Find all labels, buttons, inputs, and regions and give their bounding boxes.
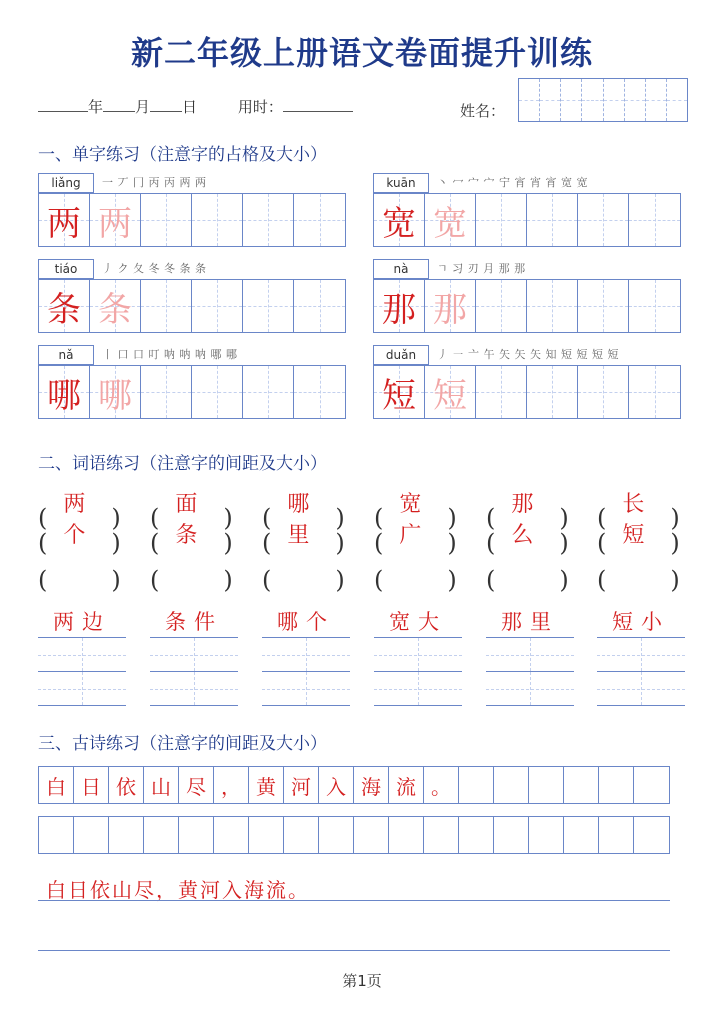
trace-char: 短 <box>433 375 467 416</box>
month-label: 月 <box>135 98 151 116</box>
poem-char: 尽 <box>179 767 214 803</box>
grid-word: 那里 <box>486 607 574 638</box>
paren-word-text: 宽广 <box>399 492 432 548</box>
stroke-order: 丶 冖 宀 宀 宁 宵 宵 宵 宽 宽 <box>437 176 588 189</box>
poem-char: 山 <box>144 767 179 803</box>
paren-word: ( 那么 ) <box>486 487 569 549</box>
paren-blank[interactable]: ( ) <box>38 529 121 557</box>
grid-word-blank[interactable] <box>374 672 462 706</box>
poem-line: 白日依山尽，黄河入海流。 <box>46 878 310 902</box>
paren-word: ( 宽广 ) <box>374 487 457 549</box>
poem-blank-cell[interactable] <box>144 817 179 853</box>
date-time-line <box>38 96 353 117</box>
poem-blank-cell[interactable] <box>634 817 669 853</box>
paren-word: ( 面条 ) <box>150 487 233 549</box>
grid-word-blank[interactable] <box>150 638 238 672</box>
paren-word: ( 长短 ) <box>597 487 680 549</box>
grid-word-group <box>38 607 126 706</box>
poem-char: 白 <box>39 767 74 803</box>
grid-word: 宽大 <box>374 607 462 638</box>
poem-blank-cell[interactable] <box>319 817 354 853</box>
stroke-order: ㄱ 习 刃 月 那 那 <box>437 262 526 275</box>
char-grid-row[interactable] <box>38 365 346 419</box>
paren-blank[interactable]: ( ) <box>486 566 569 594</box>
grid-word-blank[interactable] <box>374 638 462 672</box>
poem-char: 入 <box>319 767 354 803</box>
poem-grid-blank[interactable] <box>38 816 670 854</box>
paren-blank[interactable]: ( ) <box>262 529 345 557</box>
poem-char: 。 <box>424 767 459 803</box>
char-grid-row[interactable] <box>38 193 346 247</box>
stroke-order: 丿 ㇐ 亠 午 矢 矢 矢 知 短 短 短 短 <box>437 348 619 361</box>
poem-cell <box>564 767 599 803</box>
page-number: 第1页 <box>342 972 382 990</box>
poem-blank-cell[interactable] <box>214 817 249 853</box>
model-char: 短 <box>382 375 416 416</box>
poem-char: 海 <box>354 767 389 803</box>
grid-word-group <box>486 607 574 706</box>
grid-word-blank[interactable] <box>262 672 350 706</box>
month-blank[interactable] <box>103 111 135 112</box>
paren-word: ( 哪里 ) <box>262 487 345 549</box>
footer-divider <box>38 950 670 951</box>
stroke-order: 一 丆 冂 丙 丙 两 两 <box>102 176 207 189</box>
char-item <box>373 259 681 333</box>
poem-blank-cell[interactable] <box>529 817 564 853</box>
paren-word-text: 哪里 <box>287 492 320 548</box>
poem-blank-cell[interactable] <box>354 817 389 853</box>
section1-heading: 一、单字练习（注意字的占格及大小） <box>38 145 327 165</box>
poem-blank-cell[interactable] <box>389 817 424 853</box>
page-title: 新二年级上册语文卷面提升训练 <box>130 34 593 72</box>
pinyin-box: nà <box>373 259 429 279</box>
paren-blank[interactable]: ( ) <box>150 566 233 594</box>
grid-word-blank[interactable] <box>486 672 574 706</box>
time-label: 用时： <box>237 98 283 116</box>
paren-word-text: 那么 <box>511 492 544 548</box>
grid-word-group <box>597 607 685 706</box>
grid-word-blank[interactable] <box>597 672 685 706</box>
poem-char: 黄 <box>249 767 284 803</box>
poem-blank-cell[interactable] <box>424 817 459 853</box>
section2-heading: 二、词语练习（注意字的间距及大小） <box>38 454 327 474</box>
pinyin-box: duǎn <box>373 345 429 365</box>
poem-cell <box>494 767 529 803</box>
name-grid[interactable] <box>518 78 688 122</box>
model-char: 两 <box>47 203 81 244</box>
paren-blank[interactable]: ( ) <box>486 529 569 557</box>
paren-word-text: 长短 <box>622 492 655 548</box>
poem-blank-cell[interactable] <box>74 817 109 853</box>
paren-word-text: 面条 <box>175 492 208 548</box>
paren-word: ( 两个 ) <box>38 487 121 549</box>
grid-word-blank[interactable] <box>150 672 238 706</box>
paren-blank[interactable]: ( ) <box>597 529 680 557</box>
pinyin-box: nǎ <box>38 345 94 365</box>
paren-blank[interactable]: ( ) <box>597 566 680 594</box>
poem-blank-cell[interactable] <box>599 817 634 853</box>
paren-blank[interactable]: ( ) <box>374 529 457 557</box>
model-char: 那 <box>382 289 416 330</box>
grid-word: 两边 <box>38 607 126 638</box>
grid-word: 短小 <box>597 607 685 638</box>
day-blank[interactable] <box>150 111 182 112</box>
day-label: 日 <box>182 98 198 116</box>
char-item <box>373 345 681 419</box>
grid-word: 条件 <box>150 607 238 638</box>
trace-char: 那 <box>433 289 467 330</box>
paren-blank[interactable]: ( ) <box>150 529 233 557</box>
grid-word-blank[interactable] <box>597 638 685 672</box>
time-blank[interactable] <box>283 111 353 112</box>
grid-word: 哪个 <box>262 607 350 638</box>
char-item <box>38 259 346 333</box>
paren-blank[interactable]: ( ) <box>374 566 457 594</box>
grid-word-group <box>262 607 350 706</box>
char-grid-row[interactable] <box>373 193 681 247</box>
trace-char: 宽 <box>433 203 467 244</box>
section3-heading: 三、古诗练习（注意字的间距及大小） <box>38 734 327 754</box>
year-label: 年 <box>88 98 104 116</box>
stroke-order: 丿 ク 夂 冬 冬 条 条 <box>102 262 207 275</box>
poem-blank-cell[interactable] <box>459 817 494 853</box>
poem-blank-cell[interactable] <box>494 817 529 853</box>
poem-cell <box>529 767 564 803</box>
model-char: 宽 <box>382 203 416 244</box>
char-item <box>38 173 346 247</box>
grid-word-blank[interactable] <box>262 638 350 672</box>
trace-char: 哪 <box>98 375 132 416</box>
poem-blank-cell[interactable] <box>109 817 144 853</box>
poem-char: 河 <box>284 767 319 803</box>
poem-char: 流 <box>389 767 424 803</box>
stroke-order: 丨 口 口 叮 呐 呐 呐 哪 哪 <box>102 348 238 361</box>
pinyin-box: tiáo <box>38 259 94 279</box>
name-label: 姓名： <box>460 102 506 120</box>
poem-blank-cell[interactable] <box>39 817 74 853</box>
trace-char: 两 <box>98 203 132 244</box>
poem-blank-cell[interactable] <box>284 817 319 853</box>
grid-word-blank[interactable] <box>38 638 126 672</box>
poem-char: 日 <box>74 767 109 803</box>
pinyin-box: kuān <box>373 173 429 193</box>
char-grid-row[interactable] <box>373 279 681 333</box>
poem-char: ， <box>214 767 249 803</box>
pinyin-box: liǎng <box>38 173 94 193</box>
char-grid-row[interactable] <box>373 365 681 419</box>
poem-blank-cell[interactable] <box>564 817 599 853</box>
paren-blank[interactable]: ( ) <box>38 566 121 594</box>
poem-underline <box>38 900 670 901</box>
model-char: 条 <box>47 289 81 330</box>
grid-word-group <box>150 607 238 706</box>
year-blank[interactable] <box>38 111 88 112</box>
char-item <box>38 345 346 419</box>
trace-char: 条 <box>98 289 132 330</box>
poem-char: 依 <box>109 767 144 803</box>
poem-blank-cell[interactable] <box>249 817 284 853</box>
paren-blank[interactable]: ( ) <box>262 566 345 594</box>
poem-cell <box>634 767 669 803</box>
char-grid-row[interactable] <box>38 279 346 333</box>
char-item <box>373 173 681 247</box>
poem-cell <box>459 767 494 803</box>
poem-grid-filled <box>38 766 670 804</box>
model-char: 哪 <box>47 375 81 416</box>
grid-word-blank[interactable] <box>38 672 126 706</box>
grid-word-group <box>374 607 462 706</box>
grid-word-blank[interactable] <box>486 638 574 672</box>
poem-blank-cell[interactable] <box>179 817 214 853</box>
poem-cell <box>599 767 634 803</box>
paren-word-text: 两个 <box>63 492 96 548</box>
